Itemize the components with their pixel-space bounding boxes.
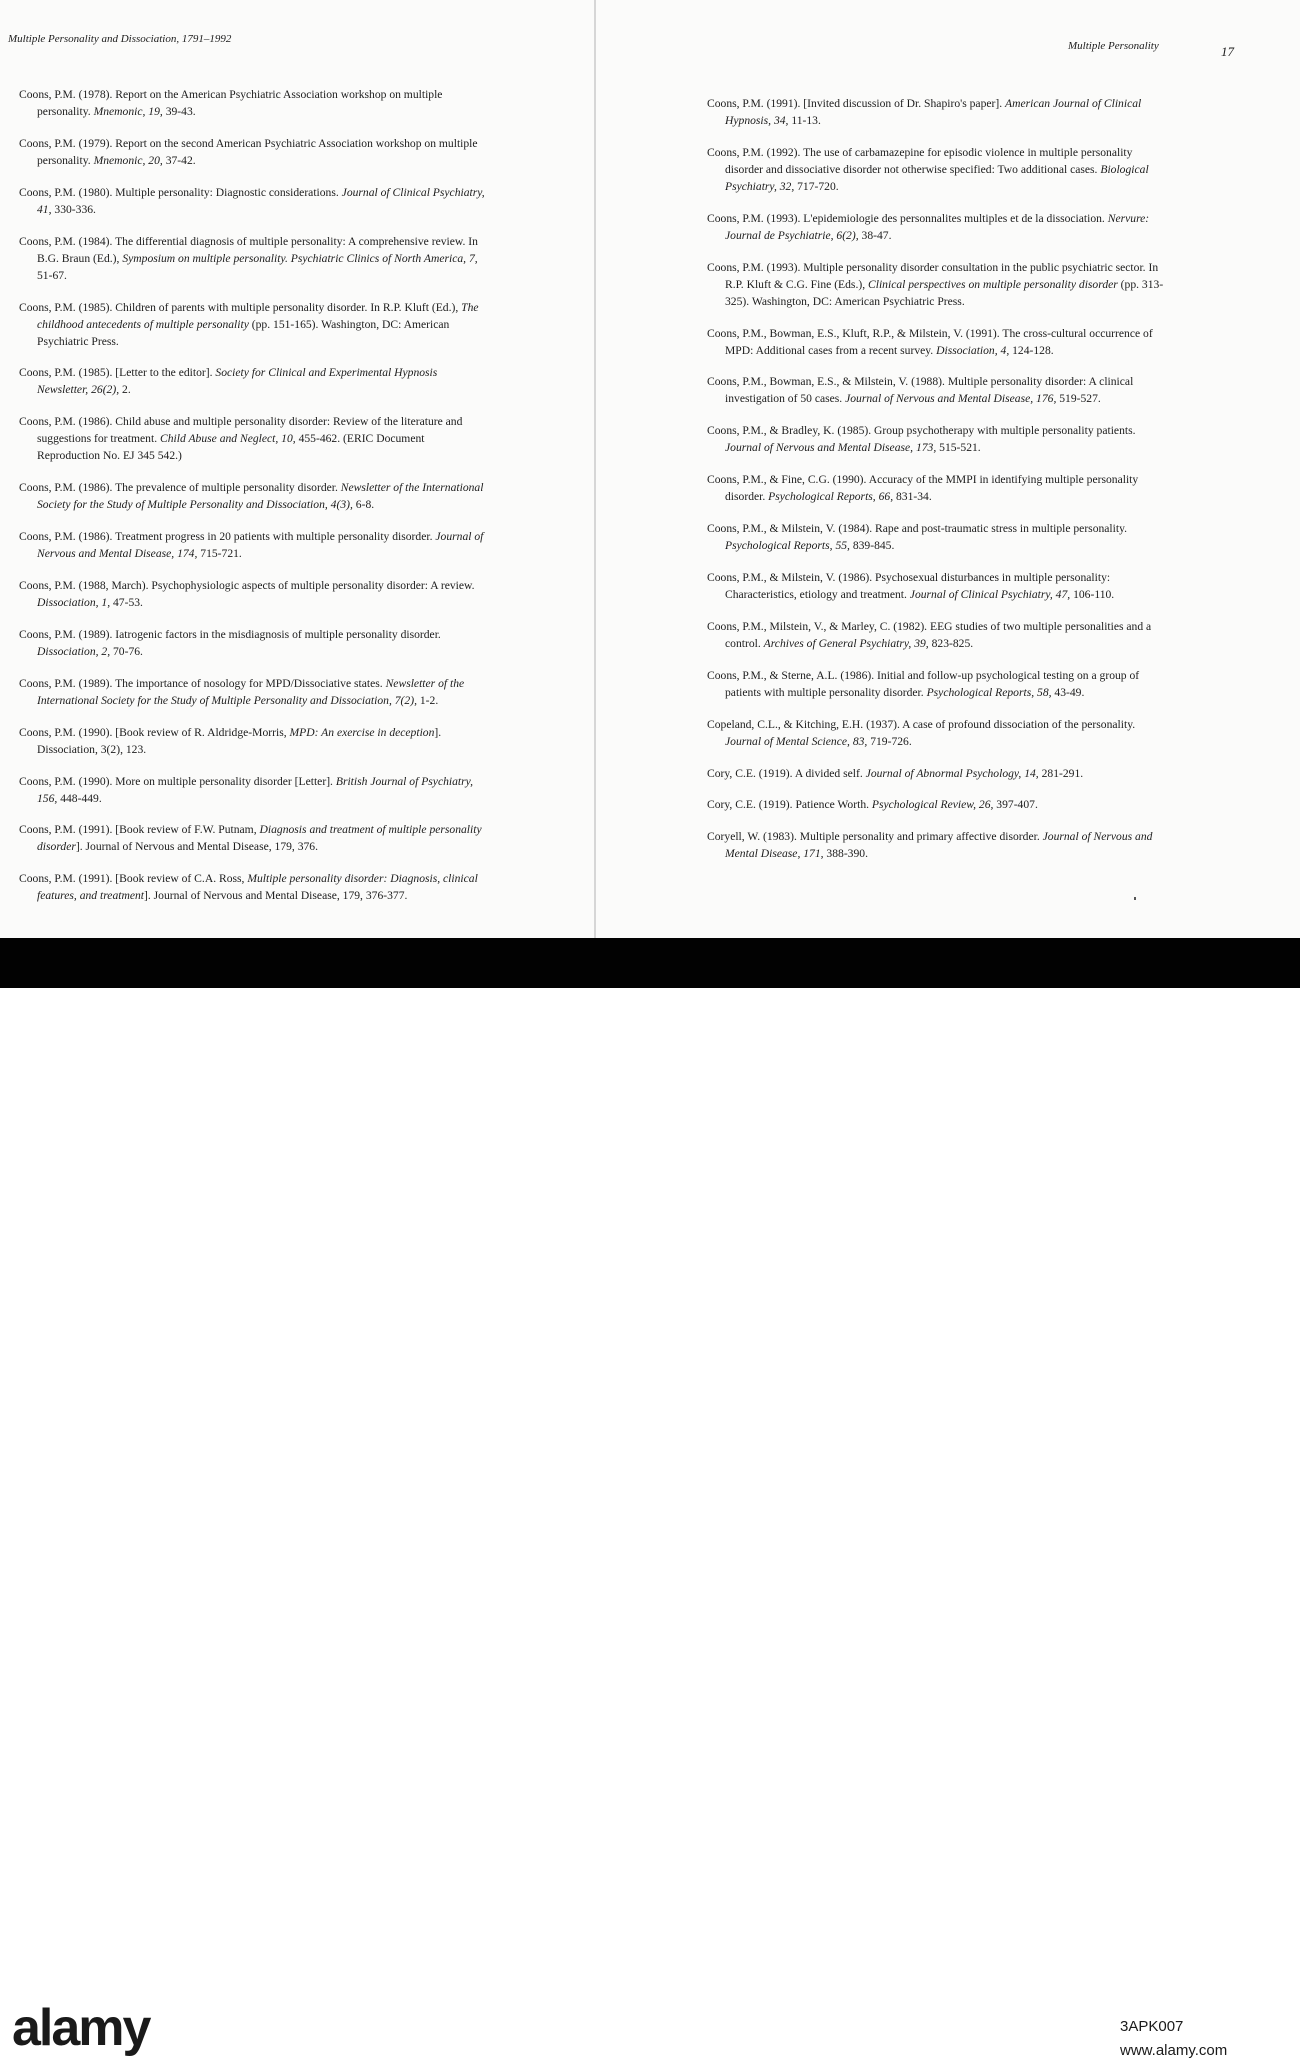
reference-text: The cross-cultural occurrence of MPD: Additional cases from a recent survey.	[725, 326, 1153, 357]
reference-entry	[19, 364, 489, 398]
reference-author: Cory, C.E. (1919).	[707, 766, 793, 780]
reference-text: Treatment progress in 20 patients with multiple personality disorder.	[112, 530, 436, 544]
reference-author: Coons, P.M., Milstein, V., & Marley, C. (1982).	[707, 619, 928, 633]
reference-entry	[19, 773, 489, 807]
reference-author: Coons, P.M. (1986).	[19, 415, 113, 429]
reference-entry	[19, 821, 489, 855]
reference-author: Cory, C.E. (1919).	[707, 798, 793, 812]
reference-text: Patience Worth.	[792, 798, 872, 812]
reference-text: A case of profound dissociation of the personality.	[899, 717, 1136, 731]
reference-pages: 39-43.	[162, 105, 196, 118]
reference-pages: 330-336.	[51, 202, 96, 216]
reference-entry	[707, 144, 1167, 195]
reference-author: Coons, P.M. (1979).	[19, 136, 113, 150]
reference-pages: 839-845.	[849, 539, 895, 553]
reference-text: L'epidemiologie des personnalites multiples et de la dissociation.	[800, 211, 1108, 225]
reference-entry	[19, 577, 489, 611]
reference-author: Coons, P.M. (1991).	[19, 872, 113, 886]
page-number: 17	[1221, 44, 1234, 59]
reference-text: The use of carbamazepine for episodic violence in multiple personality disorder and dissociative disorder not otherwise specified: Two additional cases.	[725, 145, 1133, 176]
reference-author: Coons, P.M. (1993).	[707, 211, 801, 225]
reference-text: Multiple personality and primary affective disorder.	[796, 830, 1043, 844]
reference-pages: 717-720.	[794, 179, 839, 193]
reference-author: Coons, P.M., & Milstein, V. (1986).	[707, 571, 873, 585]
reference-text: Report on the second American Psychiatric Association workshop on multiple personality.	[37, 136, 478, 167]
reference-source: Child Abuse and Neglect, 10,	[160, 432, 296, 446]
reference-source: The childhood antecedents of multiple personality	[37, 300, 479, 331]
reference-pages: 47-53.	[110, 596, 143, 610]
reference-author: Coons, P.M. (1985).	[19, 300, 113, 314]
reference-pages: 515-521.	[936, 441, 981, 455]
reference-source: Archives of General Psychiatry, 39,	[763, 636, 929, 650]
reference-source: Psychological Reports, 66,	[768, 490, 894, 504]
scan-speck	[1134, 897, 1136, 900]
reference-pages: 6-8.	[352, 498, 375, 512]
reference-source: Dissociation, 2,	[37, 644, 111, 658]
reference-entry	[19, 675, 489, 709]
reference-text: The prevalence of multiple personality disorder.	[112, 481, 341, 495]
reference-pages: 51-67.	[37, 268, 67, 282]
reference-author: Coons, P.M. (1986).	[19, 530, 113, 544]
reference-pages: ]. Journal of Nervous and Mental Disease, 179, 376-377.	[144, 889, 408, 903]
reference-source: Psychological Review, 26,	[871, 798, 994, 812]
reference-author: Coons, P.M. (1991).	[707, 97, 801, 110]
reference-source: Mnemonic, 19,	[93, 105, 163, 118]
reference-author: Coons, P.M., & Sterne, A.L. (1986).	[707, 668, 875, 682]
reference-source: Biological Psychiatry, 32,	[725, 162, 1149, 193]
reference-entry	[19, 184, 489, 218]
reference-source: Dissociation, 1,	[37, 596, 111, 610]
reference-author: Copeland, C.L., & Kitching, E.H. (1937).	[707, 717, 900, 731]
alamy-logo: alamy	[12, 1999, 150, 2057]
reference-text: Multiple personality: Diagnostic considerations.	[112, 185, 342, 199]
reference-source: Newsletter of the International Society for the Study of Multiple Personality and Dissociation, 7(2),	[37, 676, 465, 707]
reference-entry	[19, 870, 489, 904]
reference-entry	[707, 618, 1167, 652]
reference-pages: 388-390.	[823, 847, 868, 861]
reference-entry	[19, 528, 489, 562]
watermark-url: www.alamy.com	[1120, 2042, 1228, 2059]
reference-author: Coons, P.M. (1984).	[19, 234, 113, 248]
reference-entry	[707, 422, 1167, 456]
scan-black-band	[0, 938, 1300, 988]
reference-text: More on multiple personality disorder [Letter].	[112, 774, 336, 788]
reference-source: Clinical perspectives on multiple personality disorder	[868, 277, 1118, 291]
reference-text: Iatrogenic factors in the misdiagnosis of multiple personality disorder.	[112, 627, 441, 641]
reference-text: Child abuse and multiple personality disorder: Review of the literature and suggestions for treatment.	[37, 415, 463, 446]
reference-entry	[19, 724, 489, 758]
reference-text: EEG studies of two multiple personalities and a control.	[725, 619, 1152, 650]
reference-source: Journal of Nervous and Mental Disease, 174,	[37, 530, 484, 561]
reference-text: Report on the American Psychiatric Association workshop on multiple personality.	[37, 88, 443, 118]
reference-entry	[707, 828, 1167, 862]
reference-text: Accuracy of the MMPI in identifying multiple personality disorder.	[725, 473, 1139, 504]
page-gutter	[594, 0, 596, 938]
reference-pages: 455-462. (ERIC Document Reproduction No. EJ 345 542.)	[37, 432, 425, 463]
reference-source: Journal of Clinical Psychiatry, 41,	[37, 185, 485, 216]
reference-entry	[19, 86, 489, 120]
reference-author: Coons, P.M., Bowman, E.S., & Milstein, V. (1988).	[707, 375, 945, 389]
reference-pages: 1-2.	[416, 693, 439, 707]
reference-pages: 37-42.	[162, 153, 196, 167]
reference-source: Mnemonic, 20,	[93, 153, 163, 167]
reference-source: Diagnosis and treatment of multiple personality disorder	[37, 823, 482, 854]
reference-text: Multiple personality disorder: A clinical investigation of 50 cases.	[725, 375, 1134, 406]
reference-source: Journal of Abnormal Psychology, 14,	[865, 766, 1039, 780]
reference-pages: (pp. 151-165). Washington, DC: American Psychiatric Press.	[37, 317, 450, 348]
reference-author: Coons, P.M. (1980).	[19, 185, 113, 199]
reference-author: Coons, P.M. (1989).	[19, 676, 113, 690]
reference-source: British Journal of Psychiatry, 156,	[37, 774, 474, 805]
reference-entry	[707, 765, 1167, 782]
reference-author: Coons, P.M., & Milstein, V. (1984).	[707, 522, 873, 536]
reference-entry	[707, 569, 1167, 603]
reference-pages: 448-449.	[57, 791, 102, 805]
reference-author: Coons, P.M. (1986).	[19, 481, 113, 495]
reference-author: Coons, P.M., & Bradley, K. (1985).	[707, 424, 872, 438]
right-running-header: Multiple Personality	[1068, 40, 1159, 52]
reference-entry	[707, 325, 1167, 359]
reference-text: [Invited discussion of Dr. Shapiro's paper].	[800, 97, 1006, 110]
reference-entry	[19, 626, 489, 660]
reference-pages: 2.	[119, 383, 131, 397]
reference-entry	[19, 479, 489, 513]
reference-author: Coons, P.M. (1989).	[19, 627, 113, 641]
reference-source: Journal of Clinical Psychiatry, 47,	[909, 588, 1071, 602]
reference-pages: 715-721.	[197, 547, 242, 561]
watermark-footer	[0, 988, 1300, 2059]
reference-entry	[707, 95, 1167, 129]
reference-source: Newsletter of the International Society for the Study of Multiple Personality and Dissociation, 4(3),	[37, 481, 484, 512]
reference-author: Coons, P.M. (1992).	[707, 145, 801, 159]
reference-source: Society for Clinical and Experimental Hypnosis Newsletter, 26(2),	[37, 366, 438, 397]
reference-source: Nervure: Journal de Psychiatrie, 6(2),	[725, 211, 1150, 242]
reference-text: A divided self.	[792, 766, 866, 780]
reference-text: Multiple personality disorder consultation in the public psychiatric sector. In R.P. Kluft & C.G. Fine (Eds.),	[725, 260, 1159, 291]
reference-entry	[707, 520, 1167, 554]
reference-text: The differential diagnosis of multiple personality: A comprehensive review. In B.G. Braun (Ed.),	[37, 234, 478, 265]
reference-source: Journal of Nervous and Mental Disease, 176,	[845, 392, 1057, 406]
left-running-header: Multiple Personality and Dissociation, 1791–1992	[8, 33, 232, 45]
reference-author: Coons, P.M. (1993).	[707, 260, 801, 274]
reference-text: [Letter to the editor].	[112, 366, 216, 380]
left-reference-list	[19, 86, 489, 919]
reference-author: Coons, P.M. (1985).	[19, 366, 113, 380]
reference-text: Rape and post-traumatic stress in multiple personality.	[872, 522, 1128, 536]
reference-source: Journal of Nervous and Mental Disease, 173,	[725, 441, 937, 455]
reference-source: Symposium on multiple personality. Psychiatric Clinics of North America, 7,	[122, 251, 478, 265]
reference-entry	[707, 210, 1167, 244]
reference-pages: ]. Dissociation, 3(2), 123.	[37, 725, 442, 756]
reference-text: Group psychotherapy with multiple personality patients.	[871, 424, 1136, 438]
reference-pages: 823-825.	[928, 636, 974, 650]
reference-entry	[19, 233, 489, 284]
reference-entry	[707, 796, 1167, 813]
reference-source: Dissociation, 4,	[936, 343, 1010, 357]
reference-pages: 519-527.	[1056, 392, 1101, 406]
reference-source: Psychological Reports, 58,	[926, 685, 1052, 699]
reference-pages: 831-34.	[893, 490, 932, 504]
reference-author: Coons, P.M. (1988, March).	[19, 579, 149, 593]
reference-source: American Journal of Clinical Hypnosis, 34,	[725, 97, 1142, 127]
reference-pages: 11-13.	[788, 114, 821, 127]
reference-author: Coons, P.M., Bowman, E.S., Kluft, R.P., & Milstein, V. (1991).	[707, 326, 1000, 340]
reference-entry	[707, 716, 1167, 750]
reference-pages: 106-110.	[1070, 588, 1115, 602]
reference-author: Coryell, W. (1983).	[707, 830, 797, 844]
reference-source: Journal of Mental Science, 83,	[725, 734, 868, 748]
reference-text: [Book review of R. Aldridge-Morris,	[112, 725, 290, 739]
reference-entry	[19, 413, 489, 464]
reference-entry	[19, 299, 489, 350]
reference-pages: 70-76.	[110, 644, 143, 658]
reference-pages: 281-291.	[1038, 766, 1084, 780]
reference-pages: 43-49.	[1051, 685, 1085, 699]
reference-text: The importance of nosology for MPD/Dissociative states.	[112, 676, 386, 690]
reference-entry	[707, 373, 1167, 407]
reference-entry	[707, 667, 1167, 701]
reference-pages: (pp. 313- 325). Washington, DC: American Psychiatric Press.	[725, 277, 1164, 308]
reference-text: [Book review of C.A. Ross,	[112, 872, 248, 886]
reference-pages: 397-407.	[993, 798, 1038, 812]
reference-author: Coons, P.M., & Fine, C.G. (1990).	[707, 473, 867, 487]
reference-pages: 124-128.	[1009, 343, 1054, 357]
reference-source: Psychological Reports, 55,	[725, 539, 850, 553]
reference-source: Multiple personality disorder: Diagnosis, clinical features, and treatment	[37, 872, 478, 903]
image-id: 3APK007	[1120, 2018, 1184, 2035]
reference-pages: 719-726.	[867, 734, 912, 748]
reference-pages: 38-47.	[858, 228, 892, 242]
reference-source: MPD: An exercise in deception	[289, 725, 435, 739]
reference-author: Coons, P.M. (1991).	[19, 823, 113, 837]
reference-pages: ]. Journal of Nervous and Mental Disease, 179, 376.	[75, 840, 319, 854]
reference-text: Children of parents with multiple personality disorder. In R.P. Kluft (Ed.),	[112, 300, 462, 314]
reference-source: Journal of Nervous and Mental Disease, 171,	[725, 830, 1153, 861]
reference-entry	[19, 135, 489, 169]
reference-author: Coons, P.M. (1978).	[19, 88, 113, 101]
right-reference-list	[707, 95, 1167, 877]
book-spread	[0, 0, 1300, 938]
reference-text: Psychosexual disturbances in multiple personality: Characteristics, etiology and treatment.	[725, 571, 1111, 602]
reference-entry	[707, 471, 1167, 505]
reference-entry	[707, 259, 1167, 310]
reference-text: [Book review of F.W. Putnam,	[112, 823, 260, 837]
reference-text: Psychophysiologic aspects of multiple personality disorder: A review.	[148, 579, 475, 593]
reference-author: Coons, P.M. (1990).	[19, 725, 113, 739]
reference-author: Coons, P.M. (1990).	[19, 774, 113, 788]
reference-text: Initial and follow-up psychological testing on a group of patients with multiple personality disorder.	[725, 668, 1140, 699]
